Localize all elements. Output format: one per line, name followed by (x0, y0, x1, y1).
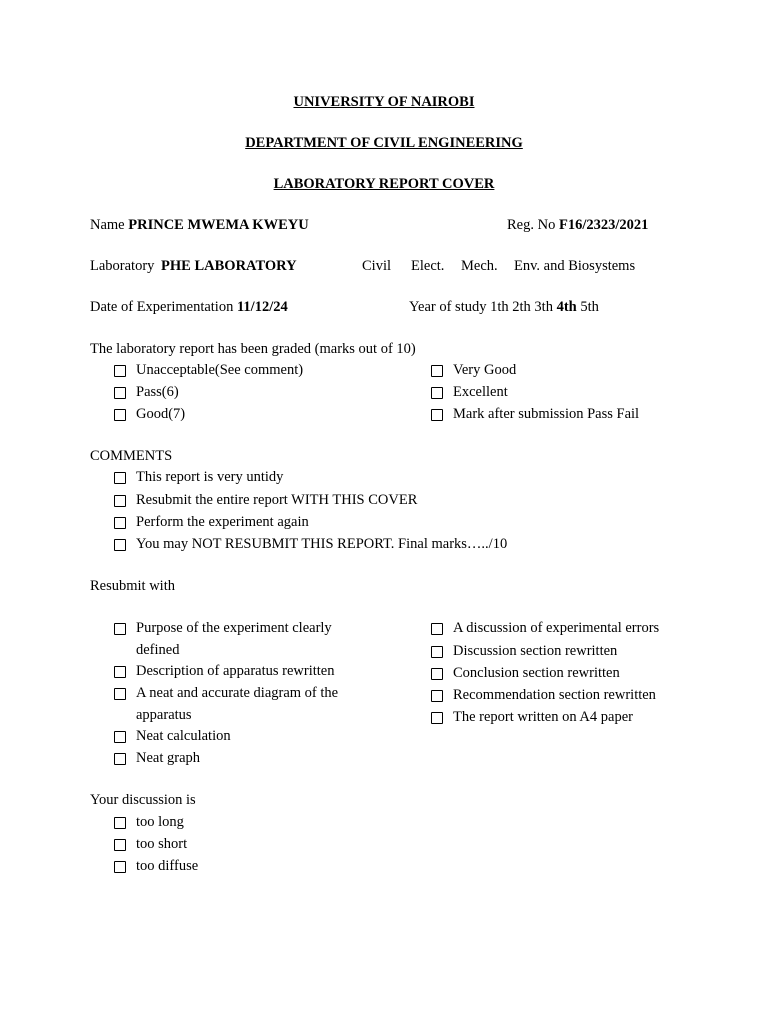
checkbox-label: The report written on A4 paper (453, 709, 633, 725)
resubmit-recommendation-checkbox[interactable] (431, 685, 656, 706)
grade-very-good-checkbox[interactable] (431, 360, 516, 381)
checkbox-label: Good(7) (136, 406, 186, 422)
grading-heading: The laboratory report has been graded (marks out of 10) (90, 341, 416, 357)
checkbox-icon[interactable] (114, 539, 126, 551)
discussion-too-short-checkbox[interactable] (114, 834, 187, 855)
department-title: DEPARTMENT OF CIVIL ENGINEERING (245, 135, 523, 151)
resubmit-heading: Resubmit with (90, 578, 175, 594)
checkbox-label: Mark after submission Pass Fail (453, 406, 640, 422)
checkbox-label: too short (136, 836, 188, 852)
checkbox-icon[interactable] (114, 517, 126, 529)
checkbox-icon[interactable] (431, 690, 443, 702)
resubmit-apparatus-checkbox[interactable] (114, 661, 335, 682)
resubmit-purpose-checkbox[interactable] (114, 618, 366, 661)
checkbox-label: Purpose of the experiment clearly defined (136, 620, 332, 658)
year-5: 5th (580, 299, 599, 315)
lab-option-mech: Mech. (461, 258, 498, 274)
grade-unacceptable-checkbox[interactable] (114, 360, 303, 381)
checkbox-label: Discussion section rewritten (453, 643, 618, 659)
checkbox-icon[interactable] (431, 668, 443, 680)
discussion-heading: Your discussion is (90, 792, 196, 808)
checkbox-label: too diffuse (136, 858, 199, 874)
university-title: UNIVERSITY OF NAIROBI (293, 94, 475, 110)
checkbox-icon[interactable] (114, 495, 126, 507)
checkbox-icon[interactable] (431, 387, 443, 399)
year-3: 3th (534, 299, 553, 315)
year-2: 2th (512, 299, 531, 315)
checkbox-icon[interactable] (114, 688, 126, 700)
checkbox-label: Perform the experiment again (136, 514, 309, 530)
resubmit-diagram-checkbox[interactable] (114, 683, 366, 726)
checkbox-icon[interactable] (114, 623, 126, 635)
year-line (409, 298, 599, 316)
checkbox-icon[interactable] (114, 839, 126, 851)
checkbox-icon[interactable] (114, 472, 126, 484)
checkbox-icon[interactable] (114, 365, 126, 377)
date-value: 11/12/24 (236, 299, 288, 315)
checkbox-icon[interactable] (114, 666, 126, 678)
checkbox-icon[interactable] (431, 365, 443, 377)
checkbox-label: A neat and accurate diagram of the apparatus (136, 685, 339, 723)
reg-line (507, 216, 648, 234)
checkbox-label: Description of apparatus rewritten (136, 663, 335, 679)
date-label: Date of Experimentation (90, 299, 234, 315)
checkbox-label: A discussion of experimental errors (453, 620, 660, 636)
lab-label: Laboratory (90, 258, 155, 274)
grade-good-checkbox[interactable] (114, 404, 185, 425)
lab-option-civil: Civil (362, 258, 392, 274)
checkbox-label: Resubmit the entire report WITH THIS COVER (136, 492, 418, 508)
checkbox-label: Excellent (453, 384, 508, 400)
report-title: LABORATORY REPORT COVER (273, 176, 495, 192)
checkbox-label: Unacceptable(See comment) (136, 362, 304, 378)
checkbox-icon[interactable] (431, 409, 443, 421)
comments-heading: COMMENTS (90, 448, 173, 464)
reg-label: Reg. No (507, 217, 556, 233)
checkbox-label: Recommendation section rewritten (453, 687, 656, 703)
checkbox-icon[interactable] (114, 731, 126, 743)
year-4: 4th (556, 299, 577, 315)
checkbox-label: Very Good (453, 362, 517, 378)
comment-no-resubmit-checkbox[interactable] (114, 534, 507, 555)
checkbox-icon[interactable] (431, 646, 443, 658)
resubmit-graph-checkbox[interactable] (114, 748, 200, 769)
checkbox-label: You may NOT RESUBMIT THIS REPORT. Final marks…../10 (136, 536, 508, 552)
checkbox-icon[interactable] (431, 623, 443, 635)
resubmit-a4-checkbox[interactable] (431, 707, 633, 728)
checkbox-label: Conclusion section rewritten (453, 665, 620, 681)
checkbox-icon[interactable] (114, 861, 126, 873)
checkbox-label: This report is very untidy (136, 469, 284, 485)
resubmit-discussion-checkbox[interactable] (431, 641, 617, 662)
checkbox-icon[interactable] (114, 817, 126, 829)
checkbox-icon[interactable] (114, 753, 126, 765)
date-line (90, 298, 288, 316)
resubmit-calculation-checkbox[interactable] (114, 726, 231, 747)
lab-option-env: Env. and Biosystems (514, 258, 636, 274)
checkbox-label: too long (136, 814, 184, 830)
grade-after-submission-checkbox[interactable] (431, 404, 639, 425)
checkbox-label: Neat calculation (136, 728, 231, 744)
resubmit-errors-checkbox[interactable] (431, 618, 659, 639)
lab-value: PHE LABORATORY (161, 258, 297, 274)
comment-untidy-checkbox[interactable] (114, 467, 283, 488)
discussion-too-long-checkbox[interactable] (114, 812, 184, 833)
checkbox-label: Pass(6) (136, 384, 179, 400)
year-1: 1th (490, 299, 509, 315)
name-value: PRINCE MWEMA KWEYU (128, 217, 309, 233)
checkbox-label: Neat graph (136, 750, 201, 766)
lab-line (90, 257, 297, 275)
reg-value: F16/2323/2021 (558, 217, 649, 233)
year-label: Year of study (409, 299, 487, 315)
resubmit-conclusion-checkbox[interactable] (431, 663, 620, 684)
checkbox-icon[interactable] (114, 387, 126, 399)
grade-pass-checkbox[interactable] (114, 382, 179, 403)
discussion-too-diffuse-checkbox[interactable] (114, 856, 198, 877)
comment-perform-again-checkbox[interactable] (114, 512, 309, 533)
name-line (90, 216, 309, 234)
checkbox-icon[interactable] (114, 409, 126, 421)
comment-resubmit-checkbox[interactable] (114, 490, 417, 511)
lab-option-elect: Elect. (411, 258, 445, 274)
name-label: Name (90, 217, 125, 233)
grade-excellent-checkbox[interactable] (431, 382, 508, 403)
checkbox-icon[interactable] (431, 712, 443, 724)
